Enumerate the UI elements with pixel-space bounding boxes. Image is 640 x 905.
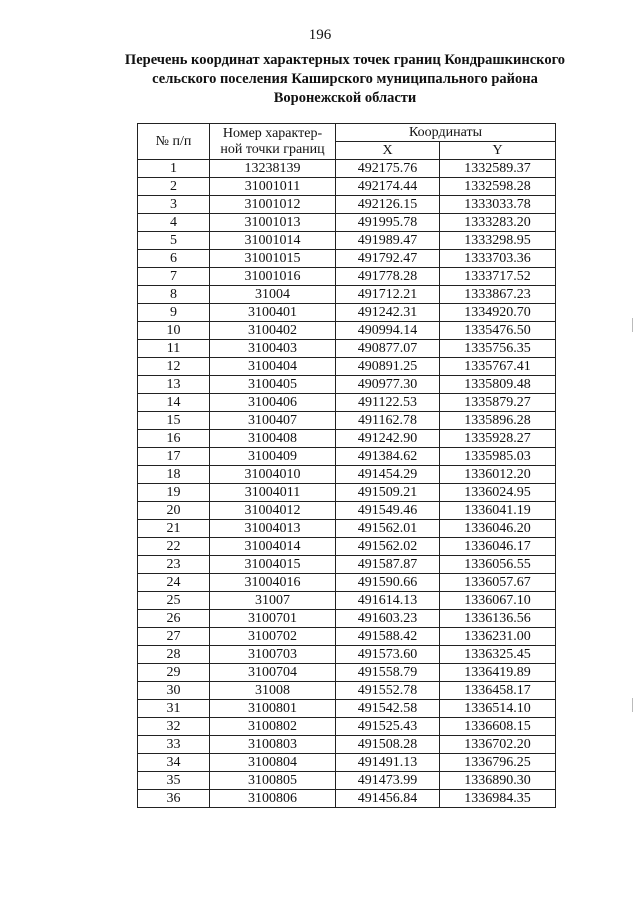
y-coordinate-cell: 1336796.25 — [440, 754, 556, 772]
x-coordinate-cell: 491384.62 — [336, 448, 440, 466]
point-id-cell: 31001012 — [210, 196, 336, 214]
x-coordinate-cell: 491989.47 — [336, 232, 440, 250]
header-number: № п/п — [138, 124, 210, 160]
table-row — [138, 484, 556, 502]
table-row — [138, 682, 556, 700]
table-body — [138, 160, 556, 808]
point-id-cell: 3100404 — [210, 358, 336, 376]
row-number-cell: 11 — [138, 340, 210, 358]
coordinates-table — [137, 123, 556, 808]
row-number-cell: 10 — [138, 322, 210, 340]
x-coordinate-cell: 491549.46 — [336, 502, 440, 520]
y-coordinate-cell: 1335985.03 — [440, 448, 556, 466]
y-coordinate-cell: 1336419.89 — [440, 664, 556, 682]
y-coordinate-cell: 1336024.95 — [440, 484, 556, 502]
point-id-cell: 3100406 — [210, 394, 336, 412]
x-coordinate-cell: 491588.42 — [336, 628, 440, 646]
x-coordinate-cell: 491778.28 — [336, 268, 440, 286]
y-coordinate-cell: 1336136.56 — [440, 610, 556, 628]
y-coordinate-cell: 1334920.70 — [440, 304, 556, 322]
x-coordinate-cell: 490977.30 — [336, 376, 440, 394]
y-coordinate-cell: 1336702.20 — [440, 736, 556, 754]
x-coordinate-cell: 491509.21 — [336, 484, 440, 502]
row-number-cell: 12 — [138, 358, 210, 376]
x-coordinate-cell: 491525.43 — [336, 718, 440, 736]
table-row — [138, 466, 556, 484]
row-number-cell: 8 — [138, 286, 210, 304]
point-id-cell: 31004015 — [210, 556, 336, 574]
row-number-cell: 36 — [138, 790, 210, 808]
table-row — [138, 268, 556, 286]
table-row — [138, 574, 556, 592]
row-number-cell: 23 — [138, 556, 210, 574]
x-coordinate-cell: 491590.66 — [336, 574, 440, 592]
row-number-cell: 7 — [138, 268, 210, 286]
table-row — [138, 376, 556, 394]
table-row — [138, 304, 556, 322]
row-number-cell: 27 — [138, 628, 210, 646]
point-id-cell: 31004013 — [210, 520, 336, 538]
table-row — [138, 196, 556, 214]
point-id-cell: 31004012 — [210, 502, 336, 520]
point-id-cell: 31001015 — [210, 250, 336, 268]
header-coordinates: Координаты — [336, 124, 556, 142]
title-line-2: сельского поселения Каширского муниципального района — [152, 71, 538, 87]
x-coordinate-cell: 491242.31 — [336, 304, 440, 322]
y-coordinate-cell: 1333717.52 — [440, 268, 556, 286]
row-number-cell: 17 — [138, 448, 210, 466]
header-point-line-1: Номер характер- — [222, 125, 323, 141]
y-coordinate-cell: 1335476.50 — [440, 322, 556, 340]
x-coordinate-cell: 490891.25 — [336, 358, 440, 376]
page-number: 196 — [308, 27, 332, 43]
y-coordinate-cell: 1332598.28 — [440, 178, 556, 196]
x-coordinate-cell: 491491.13 — [336, 754, 440, 772]
point-id-cell: 3100409 — [210, 448, 336, 466]
y-coordinate-cell: 1336046.20 — [440, 520, 556, 538]
point-id-cell: 3100802 — [210, 718, 336, 736]
point-id-cell: 31007 — [210, 592, 336, 610]
table-row — [138, 502, 556, 520]
x-coordinate-cell: 492175.76 — [336, 160, 440, 178]
x-coordinate-cell: 491454.29 — [336, 466, 440, 484]
row-number-cell: 6 — [138, 250, 210, 268]
header-point — [210, 124, 336, 160]
table-row — [138, 790, 556, 808]
margin-mark — [632, 698, 633, 712]
table-row — [138, 736, 556, 754]
table-row — [138, 160, 556, 178]
point-id-cell: 13238139 — [210, 160, 336, 178]
x-coordinate-cell: 491712.21 — [336, 286, 440, 304]
x-coordinate-cell: 491562.02 — [336, 538, 440, 556]
x-coordinate-cell: 491573.60 — [336, 646, 440, 664]
point-id-cell: 3100401 — [210, 304, 336, 322]
point-id-cell: 3100408 — [210, 430, 336, 448]
table-header — [138, 124, 556, 160]
row-number-cell: 34 — [138, 754, 210, 772]
y-coordinate-cell: 1333298.95 — [440, 232, 556, 250]
x-coordinate-cell: 492174.44 — [336, 178, 440, 196]
row-number-cell: 21 — [138, 520, 210, 538]
y-coordinate-cell: 1336890.30 — [440, 772, 556, 790]
table-row — [138, 628, 556, 646]
x-coordinate-cell: 491508.28 — [336, 736, 440, 754]
row-number-cell: 32 — [138, 718, 210, 736]
point-id-cell: 3100805 — [210, 772, 336, 790]
point-id-cell: 31004016 — [210, 574, 336, 592]
y-coordinate-cell: 1336056.55 — [440, 556, 556, 574]
row-number-cell: 29 — [138, 664, 210, 682]
y-coordinate-cell: 1335928.27 — [440, 430, 556, 448]
document-title — [60, 51, 630, 108]
x-coordinate-cell: 490877.07 — [336, 340, 440, 358]
row-number-cell: 30 — [138, 682, 210, 700]
row-number-cell: 19 — [138, 484, 210, 502]
y-coordinate-cell: 1335879.27 — [440, 394, 556, 412]
table-row — [138, 718, 556, 736]
table-row — [138, 286, 556, 304]
table-row — [138, 250, 556, 268]
y-coordinate-cell: 1336514.10 — [440, 700, 556, 718]
point-id-cell: 31004014 — [210, 538, 336, 556]
table-row — [138, 322, 556, 340]
table-row — [138, 412, 556, 430]
row-number-cell: 33 — [138, 736, 210, 754]
table-row — [138, 430, 556, 448]
point-id-cell: 3100703 — [210, 646, 336, 664]
x-coordinate-cell: 491542.58 — [336, 700, 440, 718]
row-number-cell: 35 — [138, 772, 210, 790]
table-row — [138, 754, 556, 772]
point-id-cell: 3100701 — [210, 610, 336, 628]
row-number-cell: 15 — [138, 412, 210, 430]
x-coordinate-cell: 491995.78 — [336, 214, 440, 232]
table-row — [138, 214, 556, 232]
row-number-cell: 20 — [138, 502, 210, 520]
x-coordinate-cell: 491558.79 — [336, 664, 440, 682]
x-coordinate-cell: 491473.99 — [336, 772, 440, 790]
x-coordinate-cell: 491456.84 — [336, 790, 440, 808]
point-id-cell: 31004 — [210, 286, 336, 304]
point-id-cell: 3100806 — [210, 790, 336, 808]
title-line-1: Перечень координат характерных точек границ Кондрашкинского — [124, 52, 566, 68]
header-y: Y — [440, 142, 556, 160]
row-number-cell: 31 — [138, 700, 210, 718]
x-coordinate-cell: 490994.14 — [336, 322, 440, 340]
point-id-cell: 3100804 — [210, 754, 336, 772]
y-coordinate-cell: 1336067.10 — [440, 592, 556, 610]
table-row — [138, 394, 556, 412]
point-id-cell: 31008 — [210, 682, 336, 700]
row-number-cell: 2 — [138, 178, 210, 196]
row-number-cell: 26 — [138, 610, 210, 628]
title-line-3: Воронежской области — [273, 90, 417, 106]
y-coordinate-cell: 1335756.35 — [440, 340, 556, 358]
x-coordinate-cell: 492126.15 — [336, 196, 440, 214]
table-row — [138, 520, 556, 538]
row-number-cell: 9 — [138, 304, 210, 322]
point-id-cell: 31004011 — [210, 484, 336, 502]
table-row — [138, 340, 556, 358]
x-coordinate-cell: 491614.13 — [336, 592, 440, 610]
table-row — [138, 232, 556, 250]
table-row — [138, 556, 556, 574]
point-id-cell: 3100803 — [210, 736, 336, 754]
row-number-cell: 22 — [138, 538, 210, 556]
table-row — [138, 646, 556, 664]
row-number-cell: 3 — [138, 196, 210, 214]
y-coordinate-cell: 1332589.37 — [440, 160, 556, 178]
margin-mark — [632, 318, 633, 332]
point-id-cell: 3100405 — [210, 376, 336, 394]
y-coordinate-cell: 1336012.20 — [440, 466, 556, 484]
table-row — [138, 772, 556, 790]
row-number-cell: 4 — [138, 214, 210, 232]
y-coordinate-cell: 1336231.00 — [440, 628, 556, 646]
y-coordinate-cell: 1336057.67 — [440, 574, 556, 592]
y-coordinate-cell: 1333033.78 — [440, 196, 556, 214]
point-id-cell: 31001013 — [210, 214, 336, 232]
table-row — [138, 700, 556, 718]
point-id-cell: 3100407 — [210, 412, 336, 430]
table-row — [138, 178, 556, 196]
table-row — [138, 610, 556, 628]
y-coordinate-cell: 1333867.23 — [440, 286, 556, 304]
y-coordinate-cell: 1336325.45 — [440, 646, 556, 664]
table-row — [138, 538, 556, 556]
table-row — [138, 664, 556, 682]
y-coordinate-cell: 1335767.41 — [440, 358, 556, 376]
row-number-cell: 16 — [138, 430, 210, 448]
point-id-cell: 3100702 — [210, 628, 336, 646]
row-number-cell: 25 — [138, 592, 210, 610]
x-coordinate-cell: 491552.78 — [336, 682, 440, 700]
x-coordinate-cell: 491587.87 — [336, 556, 440, 574]
x-coordinate-cell: 491603.23 — [336, 610, 440, 628]
point-id-cell: 31001014 — [210, 232, 336, 250]
y-coordinate-cell: 1336608.15 — [440, 718, 556, 736]
row-number-cell: 14 — [138, 394, 210, 412]
point-id-cell: 31001016 — [210, 268, 336, 286]
table-row — [138, 448, 556, 466]
row-number-cell: 13 — [138, 376, 210, 394]
row-number-cell: 5 — [138, 232, 210, 250]
x-coordinate-cell: 491162.78 — [336, 412, 440, 430]
x-coordinate-cell: 491242.90 — [336, 430, 440, 448]
y-coordinate-cell: 1336458.17 — [440, 682, 556, 700]
y-coordinate-cell: 1336041.19 — [440, 502, 556, 520]
y-coordinate-cell: 1335896.28 — [440, 412, 556, 430]
x-coordinate-cell: 491122.53 — [336, 394, 440, 412]
point-id-cell: 3100704 — [210, 664, 336, 682]
point-id-cell: 3100402 — [210, 322, 336, 340]
y-coordinate-cell: 1333283.20 — [440, 214, 556, 232]
y-coordinate-cell: 1335809.48 — [440, 376, 556, 394]
table-row — [138, 592, 556, 610]
row-number-cell: 1 — [138, 160, 210, 178]
row-number-cell: 28 — [138, 646, 210, 664]
header-x: X — [336, 142, 440, 160]
row-number-cell: 24 — [138, 574, 210, 592]
y-coordinate-cell: 1336984.35 — [440, 790, 556, 808]
x-coordinate-cell: 491562.01 — [336, 520, 440, 538]
point-id-cell: 31001011 — [210, 178, 336, 196]
row-number-cell: 18 — [138, 466, 210, 484]
point-id-cell: 31004010 — [210, 466, 336, 484]
header-point-line-2: ной точки границ — [220, 141, 325, 157]
point-id-cell: 3100801 — [210, 700, 336, 718]
x-coordinate-cell: 491792.47 — [336, 250, 440, 268]
point-id-cell: 3100403 — [210, 340, 336, 358]
y-coordinate-cell: 1333703.36 — [440, 250, 556, 268]
y-coordinate-cell: 1336046.17 — [440, 538, 556, 556]
table-row — [138, 358, 556, 376]
